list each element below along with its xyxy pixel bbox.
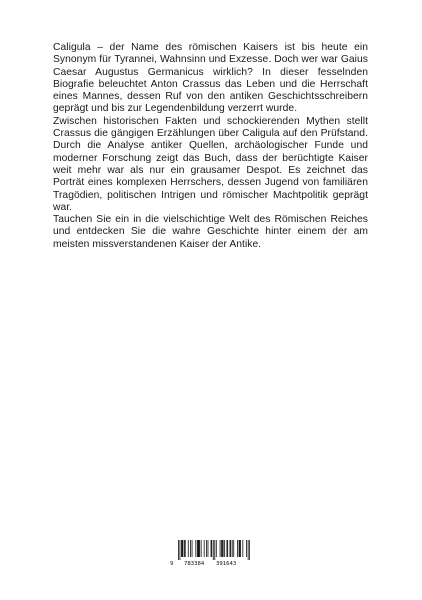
barcode-bar (239, 540, 240, 557)
barcode-bar (182, 540, 183, 557)
barcode-bars (172, 540, 250, 560)
barcode-bar (180, 540, 181, 560)
barcode-bar (223, 540, 224, 557)
barcode-bar (184, 540, 185, 557)
barcode-bar (237, 540, 238, 557)
barcode-bar (185, 540, 186, 557)
barcode-bar (248, 540, 249, 560)
barcode-bar (211, 540, 212, 557)
barcode-bar (195, 540, 196, 557)
blurb-paragraph-3: Tauchen Sie ein in die vielschichtige Welt des Römischen Reiches und entdecken Sie die wahre Geschichte hinter einem der am meisten missverstandenen Kaiser der Antike. (53, 214, 368, 250)
barcode-bar (239, 540, 240, 557)
barcode-left-group: 783384 (184, 561, 205, 567)
isbn-barcode (170, 540, 252, 568)
barcode-bar (206, 540, 207, 557)
barcode-bar (233, 540, 234, 557)
barcode-bar (213, 540, 214, 560)
barcode-bar (198, 540, 199, 557)
barcode-bar (227, 540, 228, 557)
barcode-bar (232, 540, 233, 557)
barcode-bar (230, 540, 231, 557)
barcode-bar (242, 540, 243, 557)
barcode-digits (170, 560, 252, 568)
barcode-bar (199, 540, 200, 557)
barcode-bar (249, 540, 250, 560)
barcode-bar (216, 540, 217, 557)
blurb-paragraph-1: Caligula – der Name des römischen Kaisers ist bis heute ein Synonym für Tyrannei, Wahnsinn und Exzesse. Doch wer war Gaius Caesar Augustus Germanicus wirklich? In dieser fesselnden Biografie beleuchtet Anton Crassus das Leben und die Herrschaft eines Mannes, dessen Ruf von den antiken Geschichtsschreibern geprägt und bis zur Legendenbildung verzerrt wurde. (53, 42, 368, 115)
barcode-bar (214, 540, 215, 560)
barcode-bar (208, 540, 209, 557)
barcode-bar (178, 540, 179, 560)
barcode-bar (197, 540, 198, 557)
barcode-right-group: 391643 (216, 561, 237, 567)
barcode-bar (227, 540, 228, 557)
barcode-bar (188, 540, 189, 557)
barcode-bar (181, 540, 182, 557)
barcode-bar (211, 540, 212, 557)
barcode-bar (198, 540, 199, 557)
barcode-bar (222, 540, 223, 557)
barcode-first-digit: 9 (170, 561, 174, 567)
barcode-bar (221, 540, 222, 557)
barcode-bar (240, 540, 241, 557)
barcode-bar (230, 540, 231, 557)
blurb-text (53, 42, 368, 251)
barcode-bar (204, 540, 205, 557)
blurb-paragraph-2: Zwischen historischen Fakten und schockierenden Mythen stellt Crassus die gängigen Erzählungen über Caligula auf den Prüfstand. Durch die Analyse antiker Quellen, archäologischer Funde und moderner Forschung zeigt das Buch, dass der berüchtigte Kaiser weit mehr war als nur ein grausamer Despot. Es zeichnet das Porträt eines komplexen Herrschers, dessen Jugend von familiären Tragödien, politischen Intrigen und römischer Machtpolitik geprägt war. (53, 115, 368, 213)
barcode-bar (220, 540, 221, 557)
barcode-bar (183, 540, 184, 557)
barcode-bar (192, 540, 193, 557)
barcode-bar (190, 540, 191, 557)
barcode-bar (201, 540, 202, 557)
barcode-bar (224, 540, 225, 557)
barcode-bar (246, 540, 247, 557)
